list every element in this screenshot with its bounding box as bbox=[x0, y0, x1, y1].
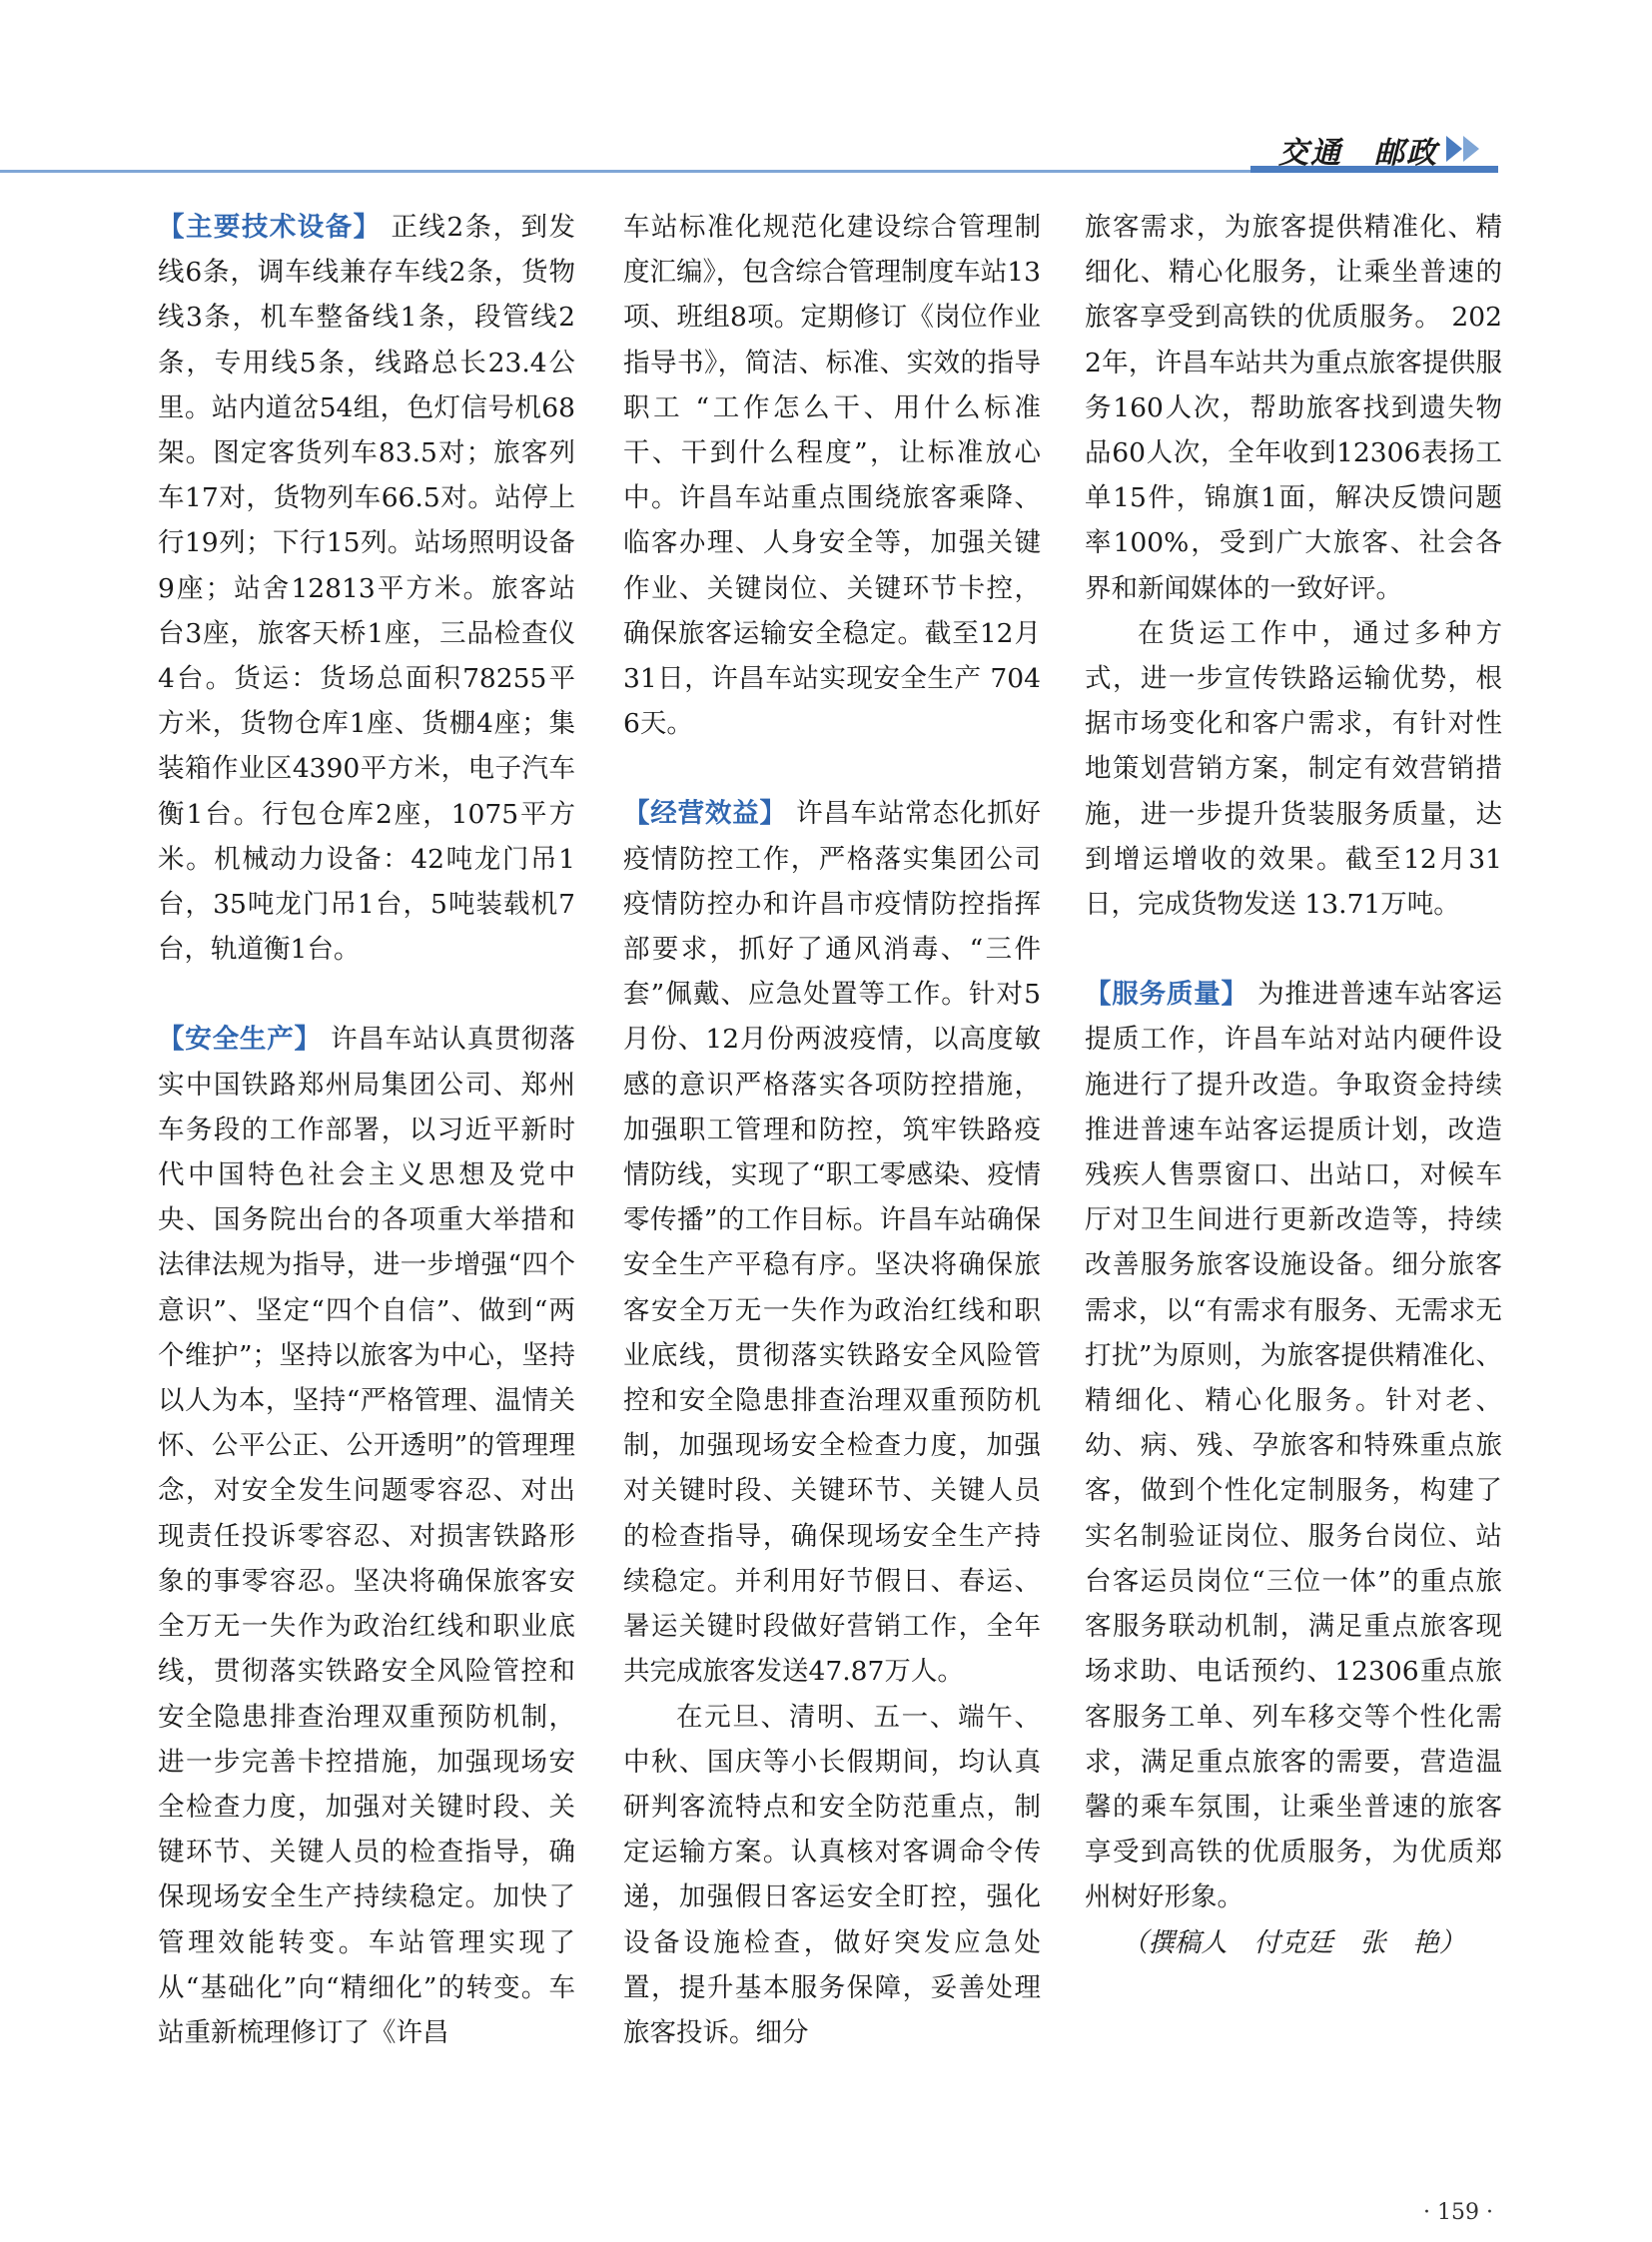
paragraph-text: 许昌车站认真贯彻落实中国铁路郑州局集团公司、郑州车务段的工作部署，以习近平新时代中国特色社会主义思想及党中央、国务院出台的各项重大举措和法律法规为指导，进一步增强“四个意识”、坚定“四个自信”、做到“两个维护”；坚持以旅客为中心，坚持以人为本，坚持“严格管理、温情关怀、公平公正、公开透明”的管理理念，对安全发生问题零容忍、对出现责任投诉零容忍、对损害铁路形象的事零容忍。坚决将确保旅客安全万无一失作为政治红线和职业底线，贯彻落实铁路安全风险管控和安全隐患排查治理双重预防机制，进一步完善卡控措施，加强现场安全检查力度，加强对关键时段、关键环节、关键人员的检查指导，确保现场安全生产持续稳定。加快了管理效能转变。车站管理实现了从“基础化”向“精细化”的转变。车站重新梳理修订了《许昌 bbox=[158, 1024, 575, 2048]
paragraph-freight: 在货运工作中，通过多种方式，进一步宣传铁路运输优势，根据市场变化和客户需求，有针对性地策划营销方案，制定有效营销措施，进一步提升货装服务质量，达到增运增收的效果。截至12月31日，完成货物发送 13.71万吨。 bbox=[1085, 617, 1502, 921]
paragraph-text: 为推进普速车站客运提质工作，许昌车站对站内硬件设施进行了提升改造。争取资金持续推进普速车站客运提质计划，改造残疾人售票窗口、出站口，对候车厅对卫生间进行更新改造等，持续改善服务旅客设施设备。细分旅客需求，以“有需求有服务、无需求无打扰”为原则，为旅客提供精准化、精细化、精心化服务。针对老、幼、病、残、孕旅客和特殊重点旅客，做到个性化定制服务，构建了实名制验证岗位、服务台岗位、站台客运员岗位“三位一体”的重点旅客服务联动机制，满足重点旅客现场求助、电话预约、12306重点旅客服务工单、列车移交等个性化需求，满足重点旅客的需要，营造温馨的乘车氛围，让乘坐普速的旅客享受到高铁的优质服务，为优质郑州树好形象。 bbox=[1085, 979, 1502, 1913]
section-heading: 【服务质量】 bbox=[1085, 979, 1248, 1011]
section-heading: 【安全生产】 bbox=[158, 1024, 322, 1056]
paragraph-main-equipment bbox=[158, 205, 575, 972]
paragraph-holiday: 在元旦、清明、五一、端午、中秋、国庆等小长假期间，均认真研判客流特点和安全防范重点，制定运输方案。认真核对客调命令传递，加强假日客运安全盯控，强化设备设施检查，做好突发应急处置，提升基本服务保障，妥善处理旅客投诉。细分 bbox=[623, 1701, 1041, 2048]
paragraph-continued: 旅客需求，为旅客提供精准化、精细化、精心化服务，让乘坐普速的旅客享受到高铁的优质服务。 2022年，许昌车站共为重点旅客提供服务160人次，帮助旅客找到遗失物品60人次，全年收到12306表扬工单15件，锦旗1面，解决反馈问题率100%，受到广大旅客、社会各界和新闻媒体的一致好评。 bbox=[1085, 212, 1502, 604]
author-byline: （撰稿人 付克廷 张 艳） bbox=[1121, 1926, 1466, 1958]
text-column-1 bbox=[158, 205, 575, 2055]
paragraph-service-quality bbox=[1085, 972, 1502, 1919]
chevron-right-icon bbox=[1463, 136, 1479, 162]
text-column-2 bbox=[623, 205, 1041, 2055]
paragraph-text: 许昌车站常态化抓好疫情防控工作，严格落实集团公司疫情防控办和许昌市疫情防控指挥部要求，抓好了通风消毒、“三件套”佩戴、应急处置等工作。针对5月份、12月份两波疫情，以高度敏感的意识严格落实各项防控措施，加强职工管理和防控，筑牢铁路疫情防线，实现了“职工零感染、疫情零传播”的工作目标。许昌车站确保安全生产平稳有序。坚决将确保旅客安全万无一失作为政治红线和职业底线，贯彻落实铁路安全风险管控和安全隐患排查治理双重预防机制，加强现场安全检查力度，加强对关键时段、关键环节、关键人员的检查指导，确保现场安全生产持续稳定。并利用好节假日、春运、暑运关键时段做好营销工作，全年共完成旅客发送47.87万人。 bbox=[623, 798, 1041, 1688]
paragraph-continued: 车站标准化规范化建设综合管理制度汇编》，包含综合管理制度车站13项、班组8项。定期修订《岗位作业指导书》，简洁、标准、实效的指导职工 “工作怎么干、用什么标准干、干到什么程度”，让标准放心中。许昌车站重点围绕旅客乘降、临客办理、人身安全等，加强关键作业、关键岗位、关键环节卡控，确保旅客运输安全稳定。截至12月31日，许昌车站实现安全生产 7046天。 bbox=[623, 212, 1041, 740]
paragraph-business-benefit bbox=[623, 791, 1041, 1694]
text-column-3 bbox=[1085, 205, 1502, 1965]
paragraph-safety-production bbox=[158, 1017, 575, 2055]
section-heading: 【主要技术设备】 bbox=[158, 212, 382, 243]
section-title: 交通 邮政 bbox=[1278, 136, 1438, 171]
page-number: · 159 · bbox=[1423, 2200, 1493, 2225]
chevron-right-icon bbox=[1446, 136, 1462, 162]
section-heading: 【经营效益】 bbox=[623, 798, 787, 830]
paragraph-text: 正线2条，到发线6条，调车线兼存车线2条，货物线3条，机车整备线1条，段管线2条，专用线5条，线路总长23.4公里。站内道岔54组，色灯信号机68架。图定客货列车83.5对；旅客列车17对，货物列车66.5对。站停上行19列；下行15列。站场照明设备9座；站舍12813平方米。旅客站台3座，旅客天桥1座，三品检查仪4台。货运：货场总面积78255平方米，货物仓库1座、货棚4座；集装箱作业区4390平方米，电子汽车衡1台。行包仓库2座，1075平方米。机械动力设备：42吨龙门吊1台，35吨龙门吊1台，5吨装载机7台，轨道衡1台。 bbox=[158, 212, 575, 966]
